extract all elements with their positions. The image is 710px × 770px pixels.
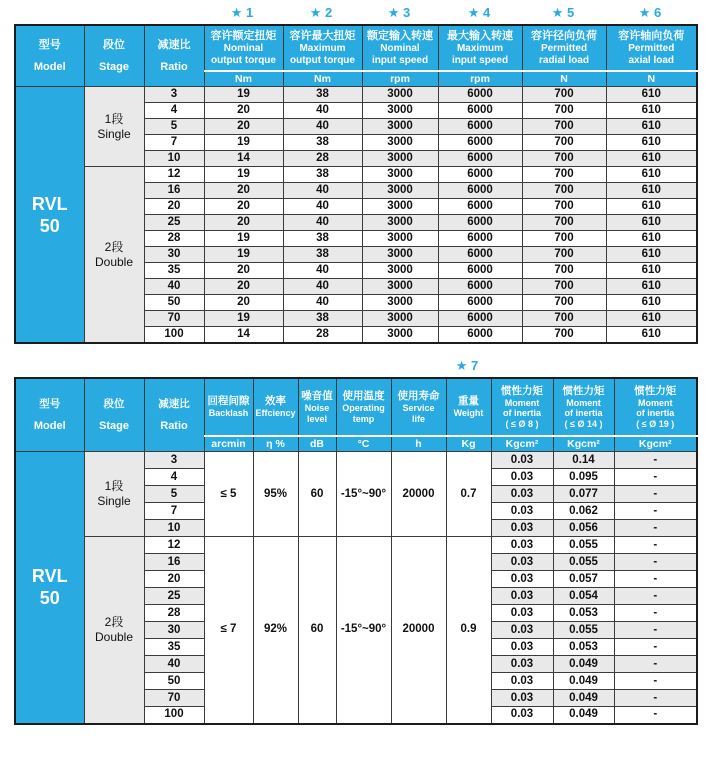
col-header-weight: 重量 Weight: [446, 378, 491, 436]
value-cell: 20: [204, 279, 283, 295]
ratio-cell: 35: [144, 263, 204, 279]
unit-axial-load: N: [606, 71, 697, 87]
col-header-efficiency: 效率 Effciency: [253, 378, 298, 436]
stage-cell-double: 2段 Double: [84, 167, 144, 344]
life-cell: 20000: [391, 452, 446, 537]
value-cell: 20: [204, 103, 283, 119]
value-cell: 3000: [362, 167, 438, 183]
value-cell: 6000: [438, 311, 522, 327]
value-cell: 610: [606, 199, 697, 215]
value-cell: 40: [283, 215, 362, 231]
ratio-cell: 4: [144, 469, 204, 486]
value-cell: 20: [204, 215, 283, 231]
value-cell: -: [614, 503, 697, 520]
characteristics-table: [14, 377, 698, 725]
unit-weight: Kg: [446, 436, 491, 452]
value-cell: 0.03: [491, 503, 553, 520]
value-cell: 3000: [362, 215, 438, 231]
stage-header-2: 段位 Stage: [84, 378, 144, 452]
value-cell: 28: [283, 151, 362, 167]
unit-radial-load: N: [522, 71, 606, 87]
value-cell: 0.03: [491, 605, 553, 622]
value-cell: 0.049: [553, 707, 614, 724]
efficiency-cell: 95%: [253, 452, 298, 537]
value-cell: 6000: [438, 103, 522, 119]
value-cell: 6000: [438, 199, 522, 215]
value-cell: 0.03: [491, 673, 553, 690]
value-cell: 3000: [362, 279, 438, 295]
value-cell: -: [614, 571, 697, 588]
value-cell: 0.053: [553, 639, 614, 656]
value-cell: 700: [522, 199, 606, 215]
value-cell: 610: [606, 183, 697, 199]
value-cell: 0.03: [491, 588, 553, 605]
value-cell: 0.095: [553, 469, 614, 486]
ratio-cell: 28: [144, 231, 204, 247]
value-cell: 610: [606, 167, 697, 183]
ratio-cell: 7: [144, 503, 204, 520]
value-cell: 6000: [438, 247, 522, 263]
col-header-nominal-output-torque: 容许额定扭矩 Nominal output torque: [204, 25, 283, 71]
stage-cell-single: 1段 Single: [84, 452, 144, 537]
value-cell: 6000: [438, 231, 522, 247]
value-cell: 700: [522, 279, 606, 295]
col-header-noise-level: 噪音值 Noise level: [298, 378, 336, 436]
unit-life: h: [391, 436, 446, 452]
value-cell: 6000: [438, 87, 522, 103]
model-header-en: Model: [33, 60, 66, 73]
col-header-operating-temp: 使用温度 Operating temp: [336, 378, 391, 436]
value-cell: 14: [204, 327, 283, 344]
value-cell: 3000: [362, 103, 438, 119]
ratio-cell: 16: [144, 183, 204, 199]
model-header-2: 型号 Model: [15, 378, 84, 452]
value-cell: 700: [522, 167, 606, 183]
value-cell: 610: [606, 231, 697, 247]
ratio-cell: 4: [144, 103, 204, 119]
value-cell: 0.056: [553, 520, 614, 537]
weight-cell: 0.9: [446, 537, 491, 724]
value-cell: 38: [283, 231, 362, 247]
ratio-cell: 20: [144, 571, 204, 588]
model-header-zh: 型号: [38, 38, 61, 51]
star-4-marker: ★ 4: [467, 5, 491, 20]
value-cell: 610: [606, 135, 697, 151]
ratio-cell: 12: [144, 537, 204, 554]
value-cell: 700: [522, 87, 606, 103]
value-cell: 3000: [362, 135, 438, 151]
value-cell: -: [614, 707, 697, 724]
value-cell: 40: [283, 119, 362, 135]
value-cell: -: [614, 605, 697, 622]
ratio-cell: 5: [144, 119, 204, 135]
table-row: [15, 537, 697, 554]
value-cell: 610: [606, 263, 697, 279]
value-cell: 6000: [438, 327, 522, 344]
value-cell: -: [614, 690, 697, 707]
value-cell: 40: [283, 263, 362, 279]
value-cell: 40: [283, 183, 362, 199]
value-cell: 610: [606, 151, 697, 167]
value-cell: -: [614, 452, 697, 469]
value-cell: 3000: [362, 247, 438, 263]
value-cell: 3000: [362, 327, 438, 344]
value-cell: 700: [522, 311, 606, 327]
value-cell: 0.03: [491, 452, 553, 469]
ratio-cell: 40: [144, 279, 204, 295]
value-cell: -: [614, 639, 697, 656]
value-cell: 0.03: [491, 520, 553, 537]
table-row: [15, 167, 697, 183]
efficiency-cell: 92%: [253, 537, 298, 724]
noise-cell: 60: [298, 537, 336, 724]
value-cell: -: [614, 656, 697, 673]
value-cell: 0.062: [553, 503, 614, 520]
value-cell: 0.03: [491, 554, 553, 571]
ratio-cell: 5: [144, 486, 204, 503]
value-cell: 3000: [362, 151, 438, 167]
stage-cell-single: 1段 Single: [84, 87, 144, 167]
ratio-cell: 100: [144, 327, 204, 344]
backlash-cell: ≤ 7: [204, 537, 253, 724]
value-cell: 700: [522, 295, 606, 311]
value-cell: 700: [522, 135, 606, 151]
weight-cell: 0.7: [446, 452, 491, 537]
value-cell: 700: [522, 119, 606, 135]
ratio-cell: 70: [144, 311, 204, 327]
table2-header-row: [15, 378, 697, 436]
star-2-marker: ★ 2: [309, 5, 333, 20]
ratio-header-zh: 减速比: [157, 38, 191, 51]
value-cell: 0.049: [553, 656, 614, 673]
value-cell: 0.049: [553, 690, 614, 707]
value-cell: 14: [204, 151, 283, 167]
value-cell: 0.14: [553, 452, 614, 469]
value-cell: 0.054: [553, 588, 614, 605]
value-cell: -: [614, 537, 697, 554]
value-cell: 0.055: [553, 554, 614, 571]
table-row: [15, 87, 697, 103]
value-cell: 0.03: [491, 690, 553, 707]
value-cell: 40: [283, 199, 362, 215]
value-cell: 610: [606, 247, 697, 263]
value-cell: -: [614, 486, 697, 503]
value-cell: 610: [606, 103, 697, 119]
value-cell: 28: [283, 327, 362, 344]
value-cell: 610: [606, 327, 697, 344]
value-cell: 3000: [362, 295, 438, 311]
value-cell: 38: [283, 311, 362, 327]
star-1-marker: ★ 1: [230, 5, 254, 20]
value-cell: 0.057: [553, 571, 614, 588]
ratio-cell: 12: [144, 167, 204, 183]
temp-cell: -15°~90°: [336, 452, 391, 537]
ratio-cell: 50: [144, 295, 204, 311]
value-cell: -: [614, 554, 697, 571]
value-cell: 700: [522, 263, 606, 279]
value-cell: 40: [283, 103, 362, 119]
ratio-cell: 3: [144, 452, 204, 469]
value-cell: 6000: [438, 279, 522, 295]
value-cell: 6000: [438, 167, 522, 183]
table1-container: [14, 5, 696, 344]
value-cell: 0.049: [553, 673, 614, 690]
value-cell: 610: [606, 311, 697, 327]
value-cell: 0.03: [491, 537, 553, 554]
stage-header: [84, 25, 144, 87]
model-cell: RVL 50: [15, 452, 84, 724]
ratio-cell: 7: [144, 135, 204, 151]
value-cell: 610: [606, 119, 697, 135]
value-cell: 610: [606, 295, 697, 311]
table1-body: [15, 87, 697, 344]
value-cell: 19: [204, 231, 283, 247]
value-cell: 610: [606, 279, 697, 295]
value-cell: 700: [522, 327, 606, 344]
ratio-header: [144, 25, 204, 87]
col-header-nominal-input-speed: 额定输入转速 Nominal input speed: [362, 25, 438, 71]
ratio-cell: 10: [144, 151, 204, 167]
value-cell: 0.055: [553, 537, 614, 554]
model-cell: RVL 50: [15, 87, 84, 344]
value-cell: -: [614, 469, 697, 486]
table-row: [15, 452, 697, 469]
unit-inertia-d19: Kgcm²: [614, 436, 697, 452]
value-cell: 0.03: [491, 486, 553, 503]
ratio-cell: 10: [144, 520, 204, 537]
value-cell: 700: [522, 103, 606, 119]
value-cell: 0.03: [491, 622, 553, 639]
value-cell: 6000: [438, 151, 522, 167]
value-cell: 38: [283, 87, 362, 103]
value-cell: 6000: [438, 295, 522, 311]
table1-header-row: [15, 25, 697, 71]
value-cell: 0.03: [491, 707, 553, 724]
value-cell: 0.053: [553, 605, 614, 622]
ratio-cell: 25: [144, 215, 204, 231]
value-cell: 3000: [362, 263, 438, 279]
value-cell: -: [614, 520, 697, 537]
value-cell: 6000: [438, 119, 522, 135]
ratio-cell: 3: [144, 87, 204, 103]
value-cell: -: [614, 622, 697, 639]
value-cell: 20: [204, 199, 283, 215]
ratio-header-2: 减速比 Ratio: [144, 378, 204, 452]
ratio-cell: 50: [144, 673, 204, 690]
value-cell: 20: [204, 263, 283, 279]
value-cell: 20: [204, 295, 283, 311]
value-cell: 0.03: [491, 469, 553, 486]
unit-maximum-torque: Nm: [283, 71, 362, 87]
value-cell: 700: [522, 183, 606, 199]
unit-maximum-speed: rpm: [438, 71, 522, 87]
value-cell: 20: [204, 183, 283, 199]
ratio-cell: 28: [144, 605, 204, 622]
ratio-cell: 40: [144, 656, 204, 673]
value-cell: 6000: [438, 263, 522, 279]
star-3-marker: ★ 3: [387, 5, 411, 20]
value-cell: 3000: [362, 231, 438, 247]
table2-container: [14, 358, 696, 725]
value-cell: 40: [283, 295, 362, 311]
unit-nominal-speed: rpm: [362, 71, 438, 87]
ratio-cell: 20: [144, 199, 204, 215]
ratio-header-en: Ratio: [160, 60, 188, 73]
ratio-cell: 35: [144, 639, 204, 656]
model-header: [15, 25, 84, 87]
noise-cell: 60: [298, 452, 336, 537]
col-header-service-life: 使用寿命 Service life: [391, 378, 446, 436]
life-cell: 20000: [391, 537, 446, 724]
value-cell: 3000: [362, 119, 438, 135]
ratio-cell: 25: [144, 588, 204, 605]
value-cell: 19: [204, 311, 283, 327]
temp-cell: -15°~90°: [336, 537, 391, 724]
value-cell: 19: [204, 247, 283, 263]
value-cell: -: [614, 673, 697, 690]
performance-table: [14, 24, 698, 344]
col-header-inertia-d8: 惯性力矩 Moment of inertia ( ≤ Ø 8 ): [491, 378, 553, 436]
value-cell: 0.077: [553, 486, 614, 503]
stage-cell-double: 2段 Double: [84, 537, 144, 724]
unit-temp: °C: [336, 436, 391, 452]
value-cell: 19: [204, 135, 283, 151]
unit-nominal-torque: Nm: [204, 71, 283, 87]
value-cell: 0.055: [553, 622, 614, 639]
col-header-inertia-d14: 惯性力矩 Moment of inertia ( ≤ Ø 14 ): [553, 378, 614, 436]
star-7-marker: ★ 7: [455, 358, 479, 373]
col-header-maximum-output-torque: 容许最大扭矩 Maximum output torque: [283, 25, 362, 71]
stage-header-en: Stage: [99, 60, 129, 73]
value-cell: 0.03: [491, 639, 553, 656]
unit-noise: dB: [298, 436, 336, 452]
value-cell: 700: [522, 215, 606, 231]
unit-inertia-d8: Kgcm²: [491, 436, 553, 452]
value-cell: 20: [204, 119, 283, 135]
value-cell: 700: [522, 247, 606, 263]
value-cell: 40: [283, 279, 362, 295]
value-cell: 610: [606, 87, 697, 103]
value-cell: 3000: [362, 311, 438, 327]
value-cell: 6000: [438, 135, 522, 151]
ratio-cell: 16: [144, 554, 204, 571]
col-header-permitted-radial-load: 容许径向负荷 Permitted radial load: [522, 25, 606, 71]
value-cell: 19: [204, 87, 283, 103]
value-cell: 19: [204, 167, 283, 183]
unit-backlash: arcmin: [204, 436, 253, 452]
backlash-cell: ≤ 5: [204, 452, 253, 537]
value-cell: 3000: [362, 87, 438, 103]
value-cell: 38: [283, 247, 362, 263]
ratio-cell: 30: [144, 247, 204, 263]
col-header-backlash: 回程间隙 Backlash: [204, 378, 253, 436]
col-header-inertia-d19: 惯性力矩 Moment of inertia ( ≤ Ø 19 ): [614, 378, 697, 436]
ratio-cell: 70: [144, 690, 204, 707]
value-cell: 6000: [438, 183, 522, 199]
table2-body: [15, 452, 697, 724]
value-cell: 6000: [438, 215, 522, 231]
value-cell: 700: [522, 231, 606, 247]
value-cell: 38: [283, 167, 362, 183]
unit-inertia-d14: Kgcm²: [553, 436, 614, 452]
stage-header-zh: 段位: [103, 38, 125, 51]
value-cell: 38: [283, 135, 362, 151]
star-5-marker: ★ 5: [551, 5, 575, 20]
col-header-permitted-axial-load: 容许轴向负荷 Permitted axial load: [606, 25, 697, 71]
col-header-maximum-input-speed: 最大输入转速 Maximum input speed: [438, 25, 522, 71]
value-cell: 0.03: [491, 571, 553, 588]
ratio-cell: 100: [144, 707, 204, 724]
value-cell: 3000: [362, 199, 438, 215]
value-cell: 3000: [362, 183, 438, 199]
star-6-marker: ★ 6: [638, 5, 662, 20]
value-cell: -: [614, 588, 697, 605]
unit-efficiency: η %: [253, 436, 298, 452]
value-cell: 0.03: [491, 656, 553, 673]
value-cell: 700: [522, 151, 606, 167]
ratio-cell: 30: [144, 622, 204, 639]
value-cell: 610: [606, 215, 697, 231]
